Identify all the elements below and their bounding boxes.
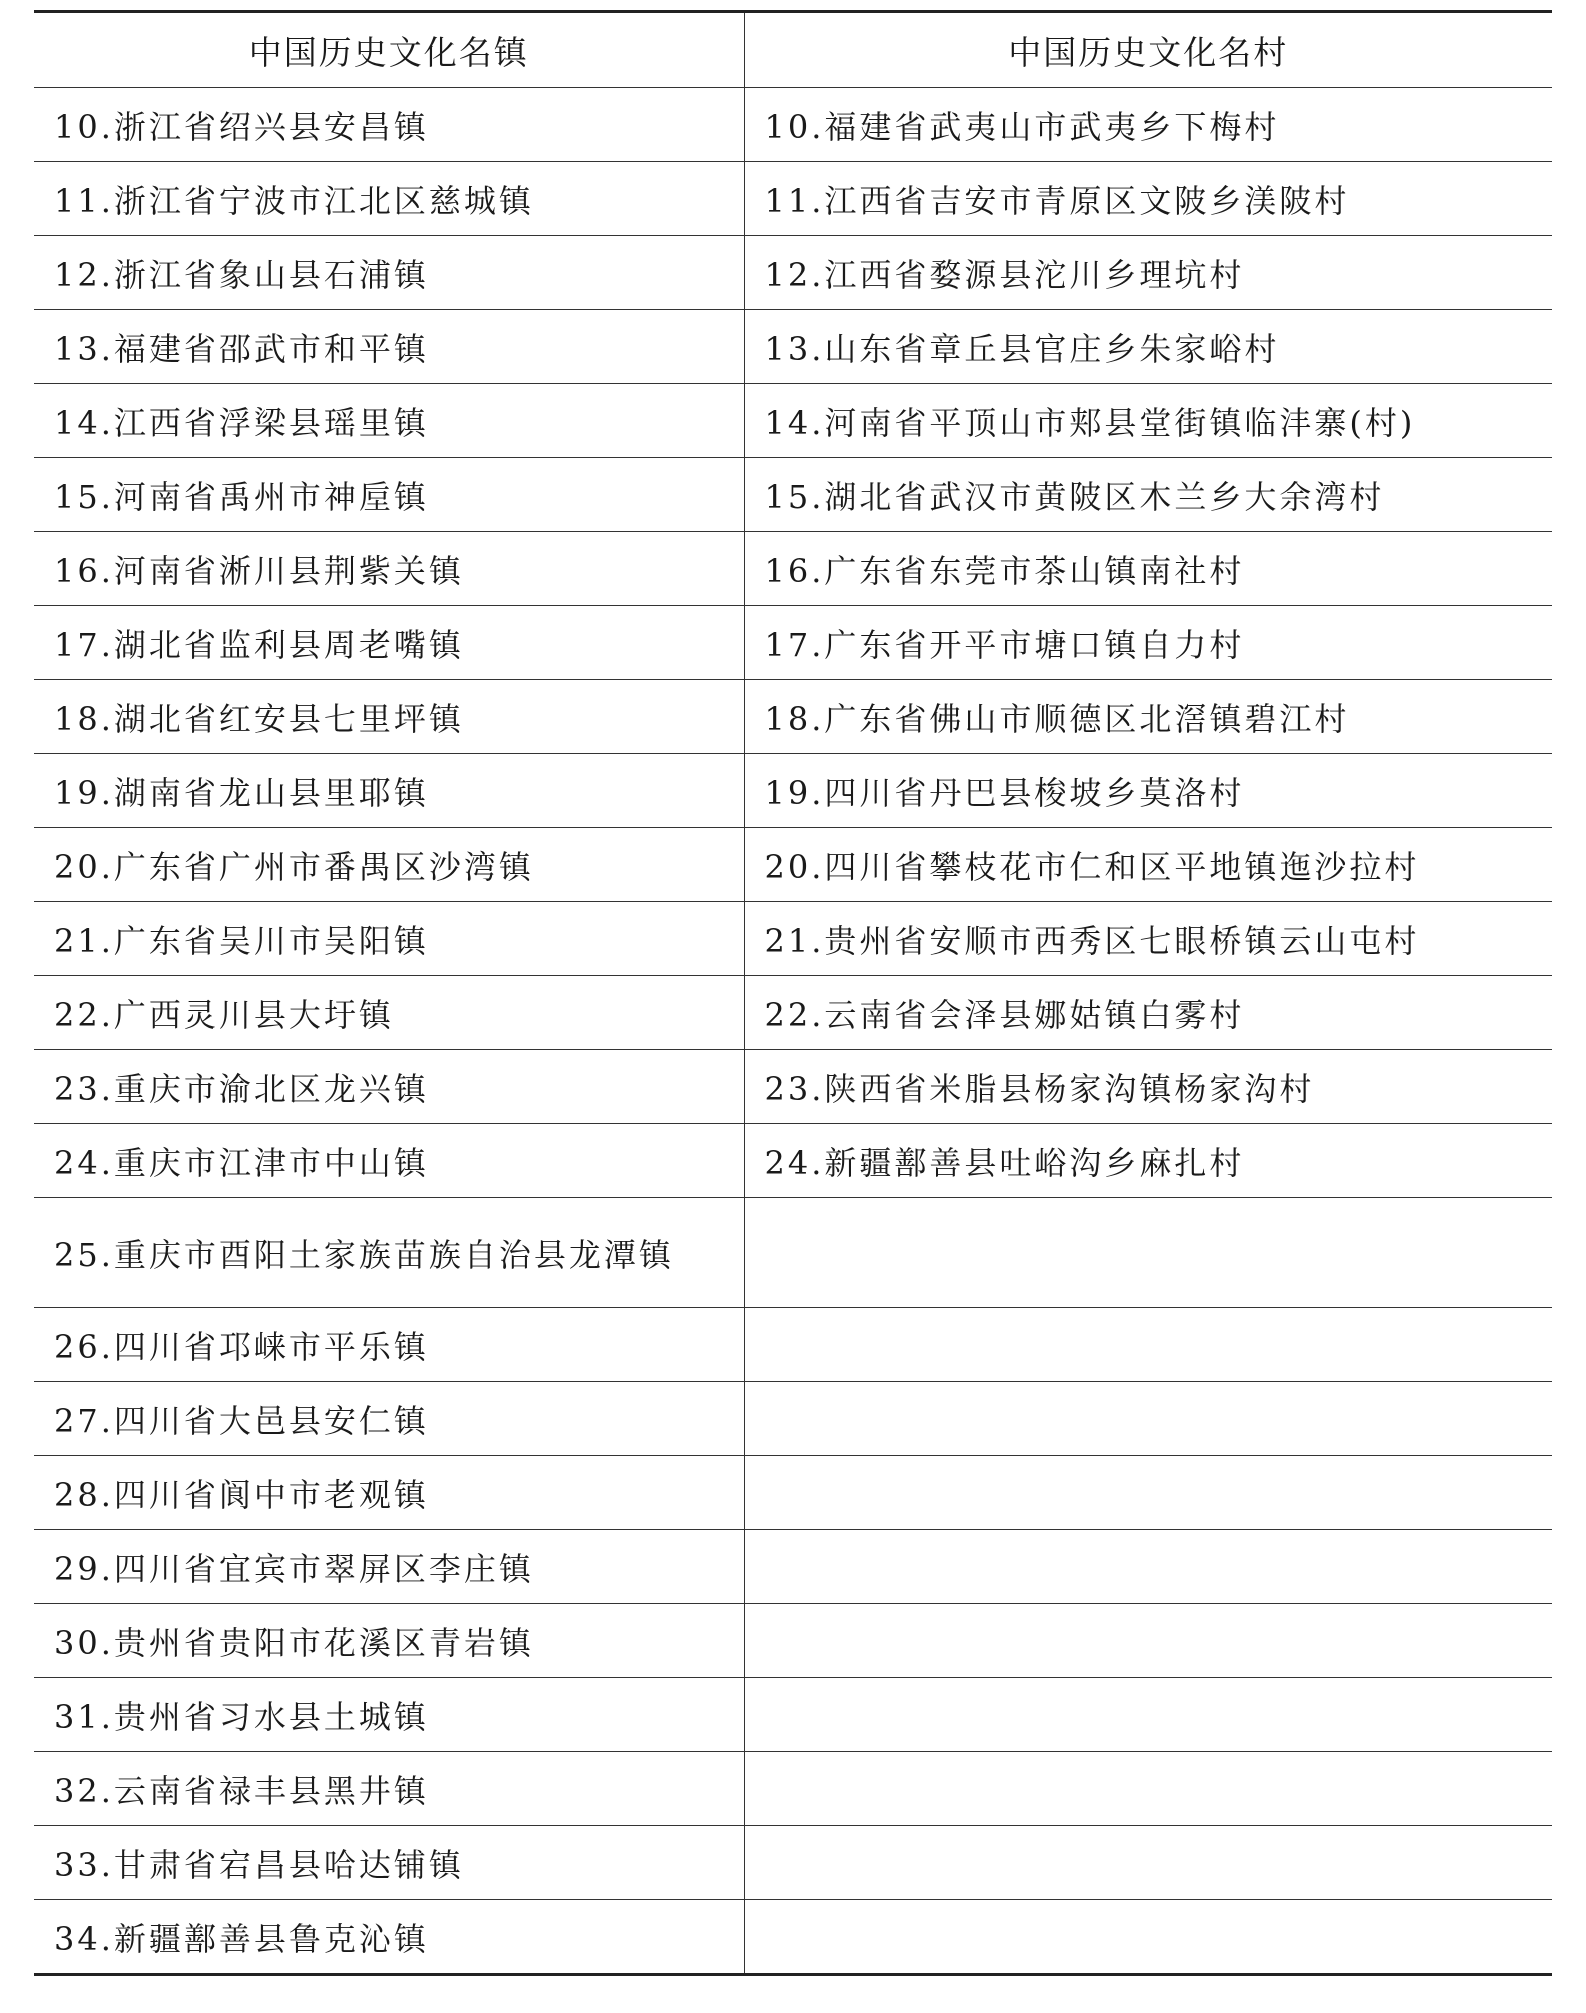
table-row [34,976,1552,1050]
table-row [34,680,1552,754]
village-cell: 22.云南省会泽县娜姑镇白雾村 [744,976,1552,1050]
table-row [34,754,1552,828]
table-row [34,1382,1552,1456]
table-row [34,1456,1552,1530]
village-cell [744,1678,1552,1752]
header-villages: 中国历史文化名村 [744,12,1552,88]
table-row [34,1124,1552,1198]
table-row [34,384,1552,458]
table-row [34,828,1552,902]
village-cell [744,1752,1552,1826]
table-row [34,310,1552,384]
table-row [34,1050,1552,1124]
village-cell [744,1900,1552,1975]
village-cell: 11.江西省吉安市青原区文陂乡渼陂村 [744,162,1552,236]
village-cell [744,1456,1552,1530]
table-row [34,162,1552,236]
table-row [34,1530,1552,1604]
table-row [34,88,1552,162]
town-cell: 14.江西省浮梁县瑶里镇 [34,384,744,458]
town-cell: 13.福建省邵武市和平镇 [34,310,744,384]
table-header-row [34,12,1552,88]
village-cell: 24.新疆鄯善县吐峪沟乡麻扎村 [744,1124,1552,1198]
town-cell: 20.广东省广州市番禺区沙湾镇 [34,828,744,902]
village-cell: 20.四川省攀枝花市仁和区平地镇迤沙拉村 [744,828,1552,902]
town-cell: 15.河南省禹州市神垕镇 [34,458,744,532]
town-cell: 18.湖北省红安县七里坪镇 [34,680,744,754]
town-cell: 24.重庆市江津市中山镇 [34,1124,744,1198]
town-cell: 32.云南省禄丰县黑井镇 [34,1752,744,1826]
town-cell: 22.广西灵川县大圩镇 [34,976,744,1050]
village-cell: 12.江西省婺源县沱川乡理坑村 [744,236,1552,310]
header-towns: 中国历史文化名镇 [34,12,744,88]
historic-towns-villages-table [34,10,1552,1976]
village-cell [744,1198,1552,1308]
town-cell: 11.浙江省宁波市江北区慈城镇 [34,162,744,236]
village-cell [744,1308,1552,1382]
village-cell: 21.贵州省安顺市西秀区七眼桥镇云山屯村 [744,902,1552,976]
village-cell: 14.河南省平顶山市郏县堂街镇临沣寨(村) [744,384,1552,458]
village-cell: 23.陕西省米脂县杨家沟镇杨家沟村 [744,1050,1552,1124]
town-cell: 31.贵州省习水县土城镇 [34,1678,744,1752]
village-cell: 13.山东省章丘县官庄乡朱家峪村 [744,310,1552,384]
village-cell: 16.广东省东莞市茶山镇南社村 [744,532,1552,606]
village-cell [744,1382,1552,1456]
table-row [34,1900,1552,1975]
table-row [34,1198,1552,1308]
table-row [34,1752,1552,1826]
town-cell: 34.新疆鄯善县鲁克沁镇 [34,1900,744,1975]
town-cell: 26.四川省邛崃市平乐镇 [34,1308,744,1382]
village-cell: 10.福建省武夷山市武夷乡下梅村 [744,88,1552,162]
village-cell: 17.广东省开平市塘口镇自力村 [744,606,1552,680]
town-cell: 27.四川省大邑县安仁镇 [34,1382,744,1456]
village-cell: 18.广东省佛山市顺德区北滘镇碧江村 [744,680,1552,754]
town-cell: 25.重庆市酉阳土家族苗族自治县龙潭镇 [34,1198,744,1308]
town-cell: 17.湖北省监利县周老嘴镇 [34,606,744,680]
table-row [34,532,1552,606]
town-cell: 12.浙江省象山县石浦镇 [34,236,744,310]
table-row [34,1826,1552,1900]
table-row [34,606,1552,680]
town-cell: 33.甘肃省宕昌县哈达铺镇 [34,1826,744,1900]
town-cell: 30.贵州省贵阳市花溪区青岩镇 [34,1604,744,1678]
table-row [34,458,1552,532]
town-cell: 29.四川省宜宾市翠屏区李庄镇 [34,1530,744,1604]
town-cell: 10.浙江省绍兴县安昌镇 [34,88,744,162]
table-row [34,236,1552,310]
village-cell [744,1826,1552,1900]
table-row [34,1678,1552,1752]
village-cell: 15.湖北省武汉市黄陂区木兰乡大余湾村 [744,458,1552,532]
table-row [34,902,1552,976]
town-cell: 23.重庆市渝北区龙兴镇 [34,1050,744,1124]
town-cell: 19.湖南省龙山县里耶镇 [34,754,744,828]
village-cell [744,1530,1552,1604]
town-cell: 21.广东省吴川市吴阳镇 [34,902,744,976]
table-row [34,1604,1552,1678]
village-cell: 19.四川省丹巴县梭坡乡莫洛村 [744,754,1552,828]
town-cell: 28.四川省阆中市老观镇 [34,1456,744,1530]
village-cell [744,1604,1552,1678]
table-row [34,1308,1552,1382]
town-cell: 16.河南省淅川县荆紫关镇 [34,532,744,606]
